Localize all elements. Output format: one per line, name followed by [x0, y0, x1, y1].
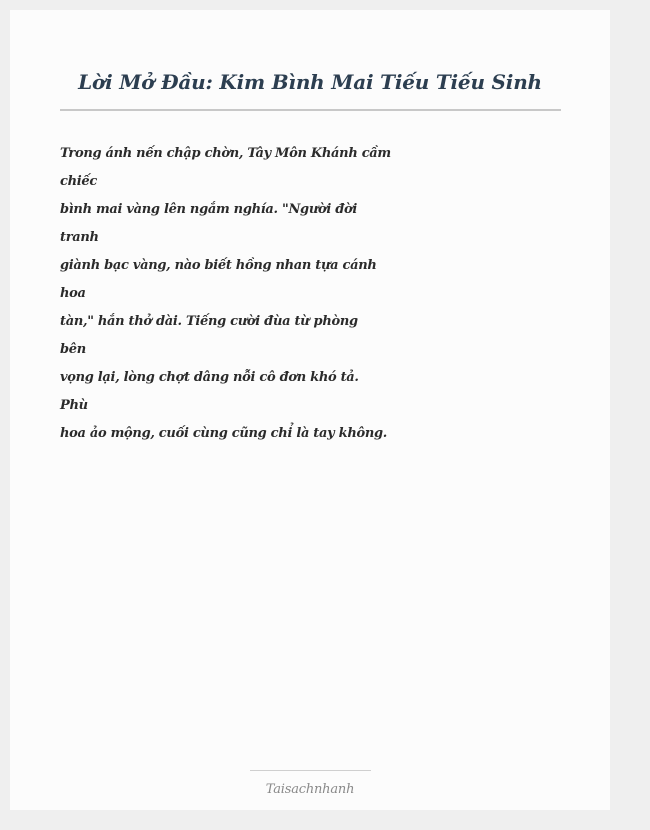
body-line: hoa ảo mộng, cuối cùng cũng chỉ là tay không. [60, 426, 388, 441]
footer-source: Taisachnhanh [265, 782, 355, 797]
body-line: Phù [60, 398, 88, 413]
body-line: chiếc [60, 174, 97, 189]
body-line: Trong ánh nến chập chờn, Tây Môn Khánh cầm [60, 146, 391, 161]
document-page [10, 10, 610, 810]
body-line: vọng lại, lòng chợt dâng nỗi cô đơn khó tả. [60, 370, 359, 385]
body-line: hoa [60, 286, 86, 301]
footer-divider [250, 770, 371, 771]
page-title: Lời Mở Đầu: Kim Bình Mai Tiếu Tiếu Sinh [78, 70, 542, 94]
body-line: giành bạc vàng, nào biết hồng nhan tựa cánh [60, 258, 377, 273]
body-text [60, 140, 391, 448]
title-divider [60, 109, 561, 111]
body-line: tàn," hắn thở dài. Tiếng cười đùa từ phòng [60, 314, 358, 329]
body-line: bên [60, 342, 86, 357]
body-line: tranh [60, 230, 99, 245]
body-line: bình mai vàng lên ngắm nghía. "Người đời [60, 202, 358, 217]
